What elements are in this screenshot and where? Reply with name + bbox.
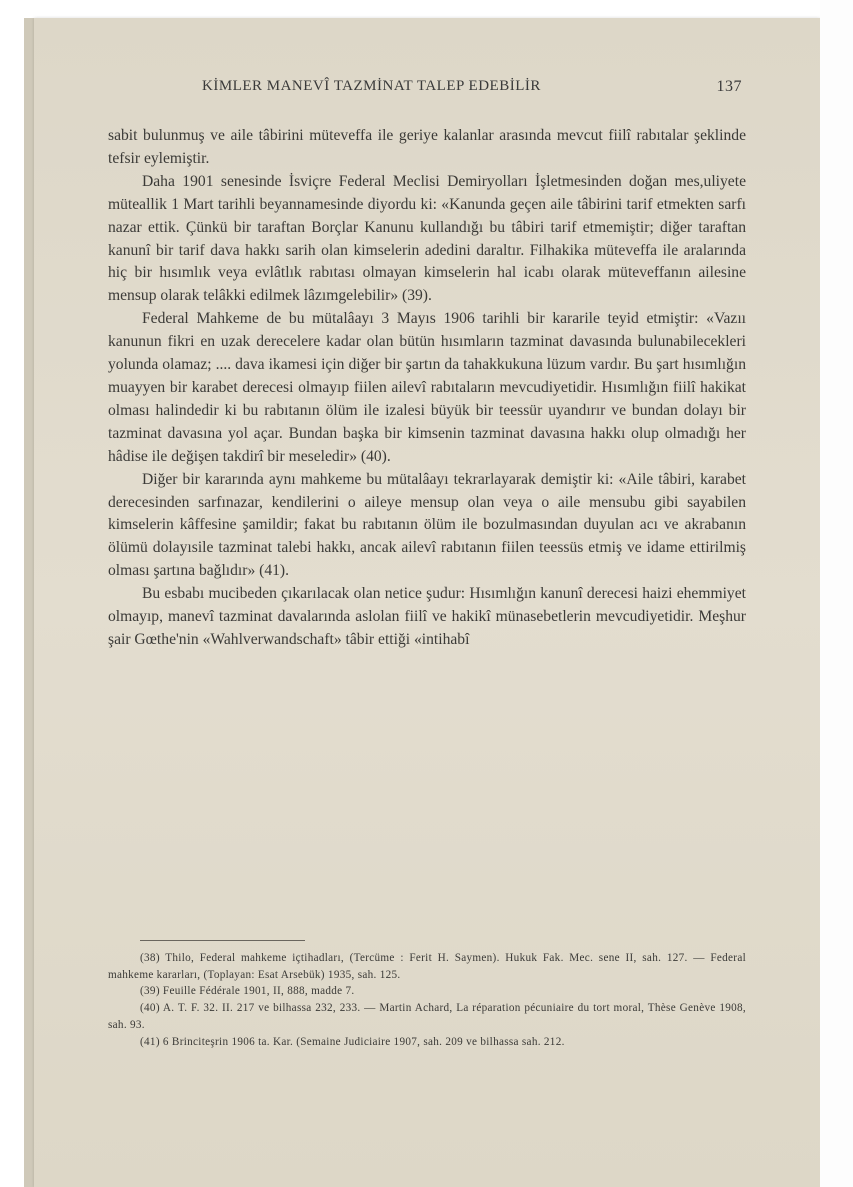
footnote-divider <box>140 940 305 941</box>
paragraph: Diğer bir kararında aynı mahkeme bu mütalâayı tekrarlayarak demiştir ki: «Aile tâbiri, karabet derecesinden sarfınazar, kendilerini o aileye mensup olan veya o aile mensubu gibi sayabilen kimselerin kâffesine şamildir; fakat bu rabıtanın ölüm ile bozulmasından duyulan acı ve akrabanın ölümü dolayısile tazminat talebi hakkı, ancak ailevî rabıtanın fiilen teessüs etmiş ve idame ettirilmiş olması şartına bağlıdır» (41). <box>108 470 746 580</box>
scan-right-margin <box>820 0 853 1187</box>
footnote: (38) Thilo, Federal mahkeme içtihadları, (Tercüme : Ferit H. Saymen). Hukuk Fak. Mec. sene II, sah. 127. — Federal mahkeme kararları, (Toplayan: Esat Arsebük) 1935, sah. 125. <box>108 952 746 981</box>
footnote: (41) 6 Brinciteşrin 1906 ta. Kar. (Semaine Judiciaire 1907, sah. 209 ve bilhassa sah. 212. <box>140 1035 565 1048</box>
paragraph: Daha 1901 senesinde İsviçre Federal Meclisi Demiryolları İşletmesinden doğan mes,uliyete müteallik 1 Mart tarihli beyannamesinde diyordu ki: «Kanunda geçen aile tâbirini tarif etmekten sarfı nazar ettik. Çünkü bir taraftan Borçlar Kanunu kullandığı bu tâbiri tarif etmemiştir; diğer taraftan kanunî bir tarif dava hakkı sarih olan kimselerin adedini daraltır. Filhakika müteveffa ile aralarında hiç bir hısımlık veya evlâtlık rabıtası olmayan kimselerin hal icabı olarak müteveffanın ailesine mensup olarak telâkki edilmek lâzımgelebilir» (39). <box>108 172 746 305</box>
page-header <box>108 78 748 100</box>
paragraph: Federal Mahkeme de bu mütalâayı 3 Mayıs 1906 tarihli bir kararile teyid etmiştir: «Vazıı kanunun fikri en uzak derecelere kadar olan bütün hısımların tazminat davasında bulunabilecekleri yolunda olamaz; .... dava ikamesi için diğer bir şartın da tahakkukuna lüzum vardır. Bu şart hısımlığın muayyen bir karabet derecesi olmayıp fiilen ailevî rabıtaların mevcudiyetidir. Hısımlığın fiilî hakikat olması halindedir ki bu rabıtanın ölüm ile izalesi büyük bir teessür uyandırır ve bundan dolayı bir tazminat davasına yol açar. Bundan başka bir kimsenin tazminat davasına hakkı olup olmadığı her hâdise ile değişen takdirî bir meseledir» (40). <box>108 310 746 465</box>
footnote: (40) A. T. F. 32. II. 217 ve bilhassa 232, 233. — Martin Achard, La réparation pécuniaire du tort moral, Thèse Genève 1908, sah. 93. <box>108 1002 746 1031</box>
running-title: KİMLER MANEVÎ TAZMİNAT TALEP EDEBİLİR <box>202 78 541 94</box>
body-text <box>108 125 746 652</box>
paragraph: Bu esbabı mucibeden çıkarılacak olan netice şudur: Hısımlığın kanunî derecesi haizi ehemmiyet olmayıp, manevî tazminat davalarında aslolan fiilî ve hakikî münasebetlerin mevcudiyetidir. Meşhur şair Gœthe'nin «Wahlverwandschaft» tâbir ettiği «intihabî <box>108 585 746 648</box>
page-left-edge <box>24 18 34 1187</box>
page-number: 137 <box>716 78 742 95</box>
paragraph: sabit bulunmuş ve aile tâbirini müteveffa ile geriye kalanlar arasında mevcut fiilî rabıtalar şeklinde tefsir eylemiştir. <box>108 127 746 167</box>
footnotes <box>108 950 746 1050</box>
footnote: (39) Feuille Fédérale 1901, II, 888, madde 7. <box>140 985 355 998</box>
